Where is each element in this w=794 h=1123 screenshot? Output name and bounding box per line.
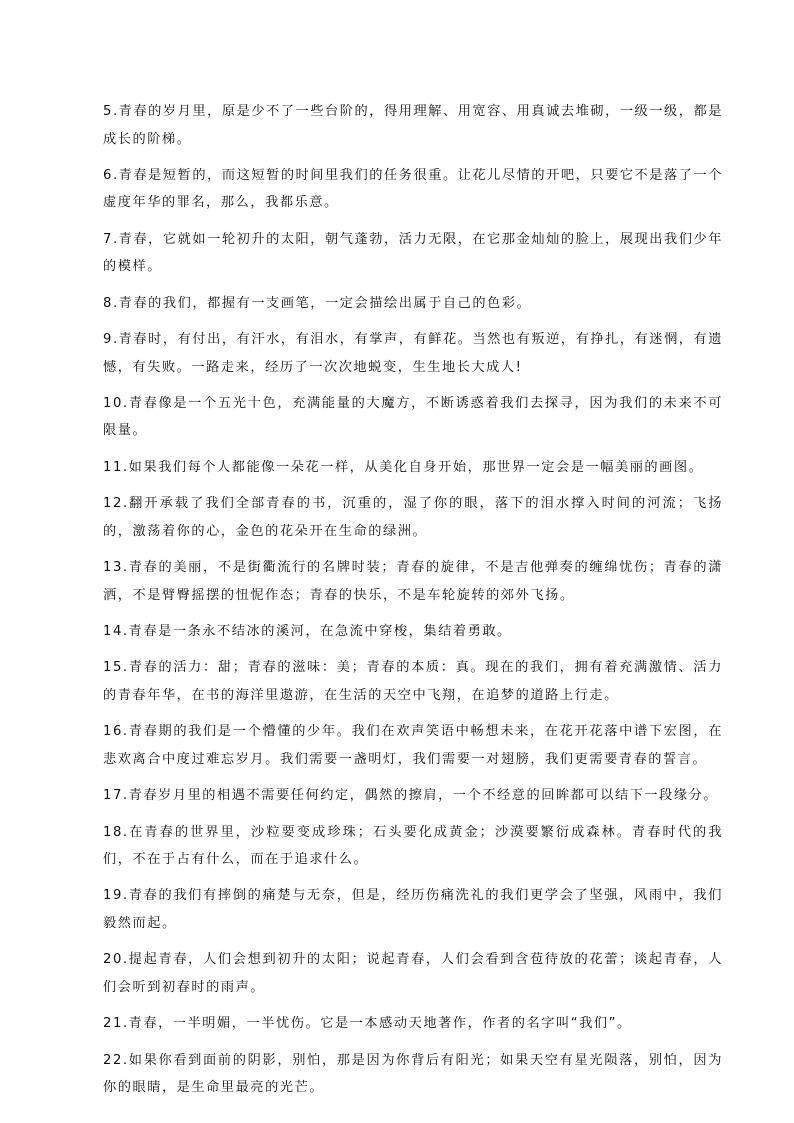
paragraph-15: 15.青春的活力：甜；青春的滋味：美；青春的本质：真。现在的我们，拥有着充满激情、活力的青春年华，在书的海洋里遨游，在生活的天空中飞翔，在追梦的道路上行走。 [103,660,723,703]
paragraph-11: 11.如果我们每个人都能像一朵花一样，从美化自身开始，那世界一定会是一幅美丽的画图。 [103,459,704,475]
paragraph-22: 22.如果你看到面前的阴影，别怕，那是因为你背后有阳光；如果天空有星光陨落，别怕，因为你的眼睛，是生命里最亮的光芒。 [103,1052,723,1096]
paragraph-5: 5.青春的岁月里，原是少不了一些台阶的，得用理解、用宽容、用真诚去堆砌，一级一级，都是成长的阶梯。 [103,104,723,147]
document-body [103,98,723,1111]
paragraph-17: 17.青春岁月里的相遇不需要任何约定，偶然的擦肩，一个不经意的回眸都可以结下一段缘分。 [103,788,719,804]
paragraph-12: 12.翻开承载了我们全部青春的书，沉重的，湿了你的眼，落下的泪水撑入时间的河流；飞扬的，激荡着你的心，金色的花朵开在生命的绿洲。 [103,496,723,539]
paragraph-21: 21.青春，一半明媚，一半忧伤。它是一本感动天地著作，作者的名字叫“我们”。 [103,1016,632,1032]
paragraph-19: 19.青春的我们有摔倒的痛楚与无奈，但是，经历伤痛洗礼的我们更学会了坚强，风雨中，我们毅然而起。 [103,888,723,931]
paragraph-14: 14.青春是一条永不结冰的溪河，在急流中穿梭，集结着勇敢。 [103,624,512,640]
paragraph-18: 18.在青春的世界里，沙粒要变成珍珠；石头要化成黄金；沙漠要繁衍成森林。青春时代的我们，不在于占有什么，而在于追求什么。 [103,824,723,868]
paragraph-6: 6.青春是短暂的，而这短暂的时间里我们的任务很重。让花儿尽情的开吧，只要它不是落了一个虚度年华的罪名，那么，我都乐意。 [103,167,723,211]
paragraph-13: 13.青春的美丽，不是街衢流行的名牌时装；青春的旋律，不是吉他弹奏的缠绵忧伤；青春的潇洒，不是臂臀摇摆的忸怩作态；青春的快乐，不是车轮旋转的郊外飞扬。 [103,560,723,603]
paragraph-8: 8.青春的我们，都握有一支画笔，一定会描绘出属于自己的色彩。 [103,295,532,311]
paragraph-7: 7.青春，它就如一轮初升的太阳，朝气蓬勃，活力无限，在它那金灿灿的脸上，展现出我们少年的模样。 [103,231,723,275]
paragraph-20: 20.提起青春，人们会想到初升的太阳；说起青春，人们会看到含苞待放的花蕾；谈起青春，人们会听到初春时的雨声。 [103,952,723,995]
paragraph-16: 16.青春期的我们是一个懵懂的少年。我们在欢声笑语中畅想未来，在花开花落中谱下宏图，在悲欢离合中度过难忘岁月。我们需要一盏明灯，我们需要一对翅膀，我们更需要青春的誓言。 [103,724,723,767]
paragraph-10: 10.青春像是一个五光十色，充满能量的大魔方，不断诱惑着我们去探寻，因为我们的未来不可限量。 [103,395,723,439]
paragraph-9: 9.青春时，有付出，有汗水，有泪水，有掌声，有鲜花。当然也有叛逆，有挣扎，有迷惘，有遗憾，有失败。一路走来，经历了一次次地蜕变，生生地长大成人! [103,332,723,375]
